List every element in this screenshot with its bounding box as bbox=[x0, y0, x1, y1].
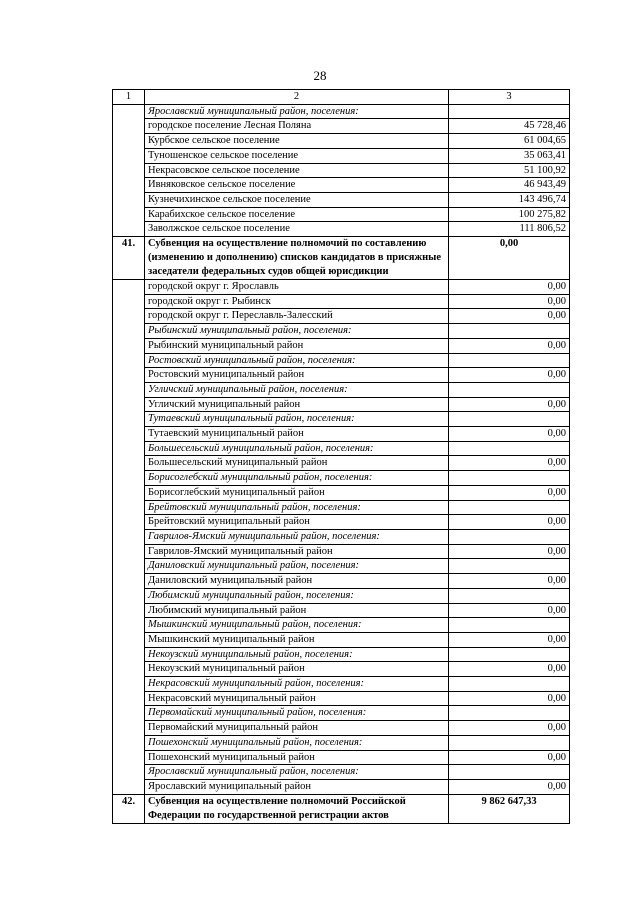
table-row bbox=[113, 750, 570, 765]
row-value: 46 943,49 bbox=[449, 178, 570, 193]
row-value: 0,00 bbox=[449, 456, 570, 471]
row-value bbox=[449, 382, 570, 397]
row-name: Кузнечихинское сельское поселение bbox=[145, 192, 449, 207]
row-name: городской округ г. Рыбинск bbox=[145, 294, 449, 309]
row-value bbox=[449, 412, 570, 427]
row-name: Тутаевский муниципальный район, поселения: bbox=[145, 412, 449, 427]
row-value: 51 100,92 bbox=[449, 163, 570, 178]
group-header-row bbox=[113, 618, 570, 633]
row-value bbox=[449, 500, 570, 515]
row-name: Даниловский муниципальный район, поселения: bbox=[145, 559, 449, 574]
table-row bbox=[113, 222, 570, 237]
table-row bbox=[113, 515, 570, 530]
table-row bbox=[113, 294, 570, 309]
row-name: Ярославский муниципальный район bbox=[145, 779, 449, 794]
row-name: Любимский муниципальный район bbox=[145, 603, 449, 618]
table-row bbox=[113, 309, 570, 324]
row-value: 0,00 bbox=[449, 632, 570, 647]
row-name: Курбское сельское поселение bbox=[145, 134, 449, 149]
row-name: Некрасовское сельское поселение bbox=[145, 163, 449, 178]
table-row bbox=[113, 119, 570, 134]
row-number-blank bbox=[113, 280, 145, 795]
row-value: 111 806,52 bbox=[449, 222, 570, 237]
table-row bbox=[113, 456, 570, 471]
row-name: городской округ г. Переславль-Залесский bbox=[145, 309, 449, 324]
row-name: Рыбинский муниципальный район bbox=[145, 338, 449, 353]
subvention-table bbox=[112, 89, 570, 824]
row-name: Первомайский муниципальный район bbox=[145, 721, 449, 736]
row-name: Ростовский муниципальный район, поселения: bbox=[145, 353, 449, 368]
group-header-row bbox=[113, 588, 570, 603]
header-row bbox=[113, 90, 570, 105]
table-row bbox=[113, 603, 570, 618]
group-header-row bbox=[113, 735, 570, 750]
page-number: 28 bbox=[313, 68, 327, 83]
table-body bbox=[113, 90, 570, 824]
row-value bbox=[449, 735, 570, 750]
group-header-row bbox=[113, 441, 570, 456]
section-row-section41 bbox=[113, 237, 570, 280]
table-row bbox=[113, 544, 570, 559]
row-value bbox=[449, 441, 570, 456]
header-col-3: 3 bbox=[449, 90, 570, 105]
row-name: Даниловский муниципальный район bbox=[145, 574, 449, 589]
row-value: 0,00 bbox=[449, 515, 570, 530]
table-row bbox=[113, 691, 570, 706]
row-name: Некоузский муниципальный район, поселения: bbox=[145, 647, 449, 662]
section-title: Субвенция на осуществление полномочий по составлению (изменению и дополнению) списков кандидатов в присяжные заседатели федеральных судов общей юрисдикции bbox=[145, 237, 449, 280]
row-value: 0,00 bbox=[449, 603, 570, 618]
header-col-1: 1 bbox=[113, 90, 145, 105]
group-header-row bbox=[113, 706, 570, 721]
group-header-row bbox=[113, 677, 570, 692]
row-name: Некрасовский муниципальный район, поселения: bbox=[145, 677, 449, 692]
group-header-row bbox=[113, 647, 570, 662]
table-row bbox=[113, 779, 570, 794]
row-value: 0,00 bbox=[449, 280, 570, 295]
table-row bbox=[113, 338, 570, 353]
table-row bbox=[113, 632, 570, 647]
row-name: Пошехонский муниципальный район, поселения: bbox=[145, 735, 449, 750]
row-value bbox=[449, 706, 570, 721]
table-row bbox=[113, 134, 570, 149]
row-value bbox=[449, 618, 570, 633]
row-name: Пошехонский муниципальный район bbox=[145, 750, 449, 765]
row-name: Брейтовский муниципальный район, поселения: bbox=[145, 500, 449, 515]
row-name: Мышкинский муниципальный район, поселения: bbox=[145, 618, 449, 633]
section-title: Субвенция на осуществление полномочий Российской Федерации по государственной регистрации актов bbox=[145, 794, 449, 823]
row-value bbox=[449, 529, 570, 544]
row-value: 0,00 bbox=[449, 397, 570, 412]
row-name: Первомайский муниципальный район, поселения: bbox=[145, 706, 449, 721]
row-name: Брейтовский муниципальный район bbox=[145, 515, 449, 530]
row-name: Ярославский муниципальный район, поселения: bbox=[145, 104, 449, 119]
table-row bbox=[113, 368, 570, 383]
table-row bbox=[113, 662, 570, 677]
row-value: 0,00 bbox=[449, 485, 570, 500]
group-header-row bbox=[113, 324, 570, 339]
row-value: 0,00 bbox=[449, 662, 570, 677]
row-name: Угличский муниципальный район, поселения: bbox=[145, 382, 449, 397]
group-header-row bbox=[113, 104, 570, 119]
row-value: 0,00 bbox=[449, 779, 570, 794]
row-value: 0,00 bbox=[449, 427, 570, 442]
row-name: Ростовский муниципальный район bbox=[145, 368, 449, 383]
row-name: Мышкинский муниципальный район bbox=[145, 632, 449, 647]
row-number-blank bbox=[113, 104, 145, 236]
row-name: Карабихское сельское поселение bbox=[145, 207, 449, 222]
row-name: Заволжское сельское поселение bbox=[145, 222, 449, 237]
row-name: городское поселение Лесная Поляна bbox=[145, 119, 449, 134]
table-row bbox=[113, 163, 570, 178]
table-row bbox=[113, 721, 570, 736]
section-number: 42. bbox=[113, 794, 145, 823]
row-name: Большесельский муниципальный район bbox=[145, 456, 449, 471]
row-name: Ивняковское сельское поселение bbox=[145, 178, 449, 193]
row-name: Ярославский муниципальный район, поселения: bbox=[145, 765, 449, 780]
row-value: 0,00 bbox=[449, 750, 570, 765]
row-name: Любимский муниципальный район, поселения: bbox=[145, 588, 449, 603]
row-name: городской округ г. Ярославль bbox=[145, 280, 449, 295]
row-name: Рыбинский муниципальный район, поселения: bbox=[145, 324, 449, 339]
row-value bbox=[449, 559, 570, 574]
group-header-row bbox=[113, 412, 570, 427]
table-row bbox=[113, 485, 570, 500]
group-header-row bbox=[113, 529, 570, 544]
header-col-2: 2 bbox=[145, 90, 449, 105]
row-value: 0,00 bbox=[449, 544, 570, 559]
table-row bbox=[113, 574, 570, 589]
row-value: 61 004,65 bbox=[449, 134, 570, 149]
row-value: 143 496,74 bbox=[449, 192, 570, 207]
section-total: 0,00 bbox=[449, 237, 570, 280]
row-value: 0,00 bbox=[449, 721, 570, 736]
row-name: Некрасовский муниципальный район bbox=[145, 691, 449, 706]
row-value: 0,00 bbox=[449, 368, 570, 383]
group-header-row bbox=[113, 500, 570, 515]
row-name: Борисоглебский муниципальный район bbox=[145, 485, 449, 500]
row-value: 35 063,41 bbox=[449, 148, 570, 163]
row-value bbox=[449, 588, 570, 603]
row-value: 45 728,46 bbox=[449, 119, 570, 134]
table-row bbox=[113, 427, 570, 442]
row-name: Некоузский муниципальный район bbox=[145, 662, 449, 677]
section-row-section42 bbox=[113, 794, 570, 823]
row-value: 100 275,82 bbox=[449, 207, 570, 222]
row-value: 0,00 bbox=[449, 294, 570, 309]
row-value: 0,00 bbox=[449, 338, 570, 353]
group-header-row bbox=[113, 353, 570, 368]
table-row bbox=[113, 280, 570, 295]
row-value: 0,00 bbox=[449, 691, 570, 706]
row-value bbox=[449, 471, 570, 486]
row-value bbox=[449, 677, 570, 692]
row-name: Большесельский муниципальный район, поселения: bbox=[145, 441, 449, 456]
row-name: Гаврилов-Ямский муниципальный район, поселения: bbox=[145, 529, 449, 544]
table-row bbox=[113, 192, 570, 207]
row-name: Тутаевский муниципальный район bbox=[145, 427, 449, 442]
group-header-row bbox=[113, 382, 570, 397]
row-value: 0,00 bbox=[449, 309, 570, 324]
section-number: 41. bbox=[113, 237, 145, 280]
row-name: Угличский муниципальный район bbox=[145, 397, 449, 412]
row-value: 0,00 bbox=[449, 574, 570, 589]
row-value bbox=[449, 647, 570, 662]
table-row bbox=[113, 148, 570, 163]
group-header-row bbox=[113, 559, 570, 574]
group-header-row bbox=[113, 471, 570, 486]
row-value bbox=[449, 104, 570, 119]
row-name: Гаврилов-Ямский муниципальный район bbox=[145, 544, 449, 559]
section-total: 9 862 647,33 bbox=[449, 794, 570, 823]
group-header-row bbox=[113, 765, 570, 780]
row-value bbox=[449, 353, 570, 368]
table-row bbox=[113, 397, 570, 412]
table-row bbox=[113, 207, 570, 222]
row-name: Борисоглебский муниципальный район, поселения: bbox=[145, 471, 449, 486]
row-value bbox=[449, 324, 570, 339]
row-value bbox=[449, 765, 570, 780]
row-name: Туношенское сельское поселение bbox=[145, 148, 449, 163]
table-row bbox=[113, 178, 570, 193]
